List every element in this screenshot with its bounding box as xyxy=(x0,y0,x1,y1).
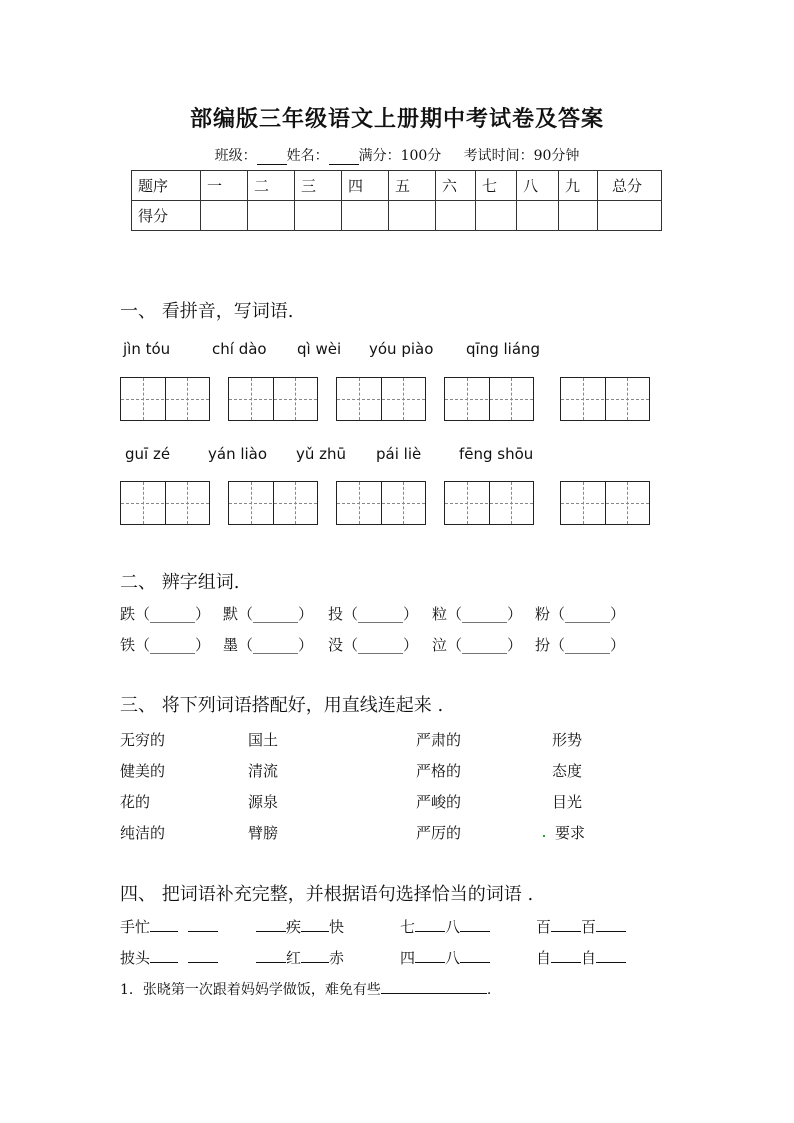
idiom-四八 xyxy=(400,947,490,968)
idiom-char: 披头 xyxy=(120,949,151,967)
idiom-自自 xyxy=(536,947,626,968)
idiom-blank[interactable] xyxy=(256,917,286,932)
idiom-char: 疾 xyxy=(286,918,302,936)
idiom-红赤 xyxy=(256,947,344,968)
tian-grid-box[interactable] xyxy=(120,481,210,525)
idiom-blank[interactable] xyxy=(596,917,626,932)
idiom-blank[interactable] xyxy=(460,948,490,963)
page-title: 部编版三年级语文上册期中考试卷及答案 xyxy=(189,106,604,132)
question-1-text: 1．张晓第一次跟着妈妈学做饭，难免有些 xyxy=(120,982,381,998)
match-word[interactable]: 花的 xyxy=(120,793,151,811)
idiom-blank[interactable] xyxy=(596,948,626,963)
score-cell[interactable] xyxy=(559,201,598,231)
score-cell[interactable] xyxy=(342,201,389,231)
idiom-披头 xyxy=(120,947,218,968)
header-cell: 总分 xyxy=(598,171,662,201)
match-word[interactable]: 态度 xyxy=(552,762,583,780)
idiom-char: 四 xyxy=(400,949,416,967)
exam-time: 考试时间：90分钟 xyxy=(463,148,580,164)
idiom-char: 七 xyxy=(400,918,416,936)
idiom-blank[interactable] xyxy=(188,917,218,932)
score-table-header-row xyxy=(132,171,662,201)
pinyin-label: jìn tóu xyxy=(123,340,171,358)
char-group-item[interactable]: 没（______） xyxy=(328,636,419,654)
char-group-item[interactable]: 粒（______） xyxy=(432,605,523,623)
idiom-blank[interactable] xyxy=(301,917,329,932)
name-blank[interactable] xyxy=(329,150,359,165)
idiom-char: 八 xyxy=(445,918,461,936)
tian-grid-box[interactable] xyxy=(336,377,426,421)
header-cell: 四 xyxy=(342,171,389,201)
pinyin-label: qì wèi xyxy=(297,340,342,358)
tian-grid-box[interactable] xyxy=(228,377,318,421)
idiom-char: 自 xyxy=(581,949,597,967)
question-1 xyxy=(120,979,491,999)
idiom-blank[interactable] xyxy=(150,917,178,932)
char-group-item[interactable]: 墨（______） xyxy=(223,636,314,654)
match-word[interactable]: 清流 xyxy=(248,762,279,780)
idiom-char: 八 xyxy=(445,949,461,967)
header-cell: 七 xyxy=(476,171,517,201)
pinyin-label: yán liào xyxy=(208,445,268,463)
section3-title: 三、 将下列词语搭配好，用直线连起来 . xyxy=(120,695,444,716)
match-word[interactable]: 健美的 xyxy=(120,762,166,780)
score-cell[interactable] xyxy=(436,201,476,231)
header-cell: 八 xyxy=(517,171,559,201)
score-cell[interactable] xyxy=(248,201,295,231)
idiom-百百 xyxy=(536,916,626,937)
idiom-char: 红 xyxy=(286,949,302,967)
idiom-手忙 xyxy=(120,916,218,937)
idiom-疾快 xyxy=(256,916,344,937)
idiom-blank[interactable] xyxy=(551,917,581,932)
section4-title: 四、 把词语补充完整，并根据语句选择恰当的词语 . xyxy=(120,884,534,905)
section1-title: 一、 看拼音，写词语. xyxy=(120,301,294,322)
full-score: 满分：100分 xyxy=(358,148,442,164)
score-table xyxy=(131,170,662,231)
class-label: 班级： xyxy=(214,148,257,164)
match-word[interactable]: 严肃的 xyxy=(416,731,462,749)
header-cell: 五 xyxy=(389,171,436,201)
score-cell[interactable] xyxy=(598,201,662,231)
header-cell: 一 xyxy=(201,171,248,201)
match-word[interactable]: 目光 xyxy=(552,793,583,811)
tian-grid-box[interactable] xyxy=(228,481,318,525)
char-group-item[interactable]: 默（______） xyxy=(223,605,314,623)
idiom-blank[interactable] xyxy=(188,948,218,963)
header-cell: 题序 xyxy=(132,171,201,201)
idiom-blank[interactable] xyxy=(415,948,445,963)
tian-grid-box[interactable] xyxy=(444,481,534,525)
idiom-blank[interactable] xyxy=(301,948,329,963)
idiom-char: 自 xyxy=(536,949,552,967)
idiom-blank[interactable] xyxy=(551,948,581,963)
match-word[interactable]: 纯洁的 xyxy=(120,824,166,842)
pinyin-label: qīng liáng xyxy=(466,340,541,358)
header-cell: 三 xyxy=(295,171,342,201)
score-table-score-row xyxy=(132,201,662,231)
tian-grid-box[interactable] xyxy=(120,377,210,421)
tian-grid-box[interactable] xyxy=(336,481,426,525)
idiom-char: 手忙 xyxy=(120,918,151,936)
char-group-item[interactable]: 跌（______） xyxy=(120,605,211,623)
char-group-item[interactable]: 铁（______） xyxy=(120,636,211,654)
tian-grid-box[interactable] xyxy=(560,481,650,525)
header-cell: 六 xyxy=(436,171,476,201)
header-cell: 二 xyxy=(248,171,295,201)
section2-title: 二、 辨字组词. xyxy=(120,572,240,593)
score-cell[interactable] xyxy=(517,201,559,231)
score-cell[interactable] xyxy=(201,201,248,231)
match-word[interactable]: 国土 xyxy=(248,731,279,749)
question-1-end: . xyxy=(486,982,492,998)
idiom-char: 快 xyxy=(329,918,345,936)
idiom-blank[interactable] xyxy=(256,948,286,963)
name-label: 姓名： xyxy=(286,148,329,164)
match-word[interactable]: 形势 xyxy=(552,731,583,749)
char-group-item[interactable]: 投（______） xyxy=(328,605,419,623)
match-word[interactable]: 要求 xyxy=(555,824,586,842)
idiom-char: 赤 xyxy=(329,949,345,967)
idiom-char: 百 xyxy=(581,918,597,936)
match-word[interactable]: 源泉 xyxy=(248,793,279,811)
score-row-label: 得分 xyxy=(132,201,201,231)
answer-blank[interactable] xyxy=(381,979,487,994)
match-word[interactable]: 臂膀 xyxy=(248,824,279,842)
pinyin-label: guī zé xyxy=(125,445,171,463)
pinyin-label: yǔ zhū xyxy=(296,445,347,463)
exam-info xyxy=(0,145,794,165)
match-word[interactable]: 无穷的 xyxy=(120,731,166,749)
score-cell[interactable] xyxy=(389,201,436,231)
idiom-char: 百 xyxy=(536,918,552,936)
idiom-blank[interactable] xyxy=(460,917,490,932)
stray-mark xyxy=(543,835,545,837)
score-cell[interactable] xyxy=(476,201,517,231)
pinyin-label: yóu piào xyxy=(369,340,434,358)
char-group-item[interactable]: 扮（______） xyxy=(535,636,626,654)
match-word[interactable]: 严峻的 xyxy=(416,793,462,811)
header-cell: 九 xyxy=(559,171,598,201)
pinyin-label: fēng shōu xyxy=(459,445,534,463)
match-word[interactable]: 严厉的 xyxy=(416,824,462,842)
pinyin-label: chí dào xyxy=(212,340,267,358)
match-word[interactable]: 严格的 xyxy=(416,762,462,780)
tian-grid-box[interactable] xyxy=(444,377,534,421)
pinyin-label: pái liè xyxy=(376,445,422,463)
char-group-item[interactable]: 泣（______） xyxy=(432,636,523,654)
char-group-item[interactable]: 粉（______） xyxy=(535,605,626,623)
tian-grid-box[interactable] xyxy=(560,377,650,421)
idiom-七八 xyxy=(400,916,490,937)
idiom-blank[interactable] xyxy=(150,948,178,963)
class-blank[interactable] xyxy=(257,150,287,165)
score-cell[interactable] xyxy=(295,201,342,231)
idiom-blank[interactable] xyxy=(415,917,445,932)
